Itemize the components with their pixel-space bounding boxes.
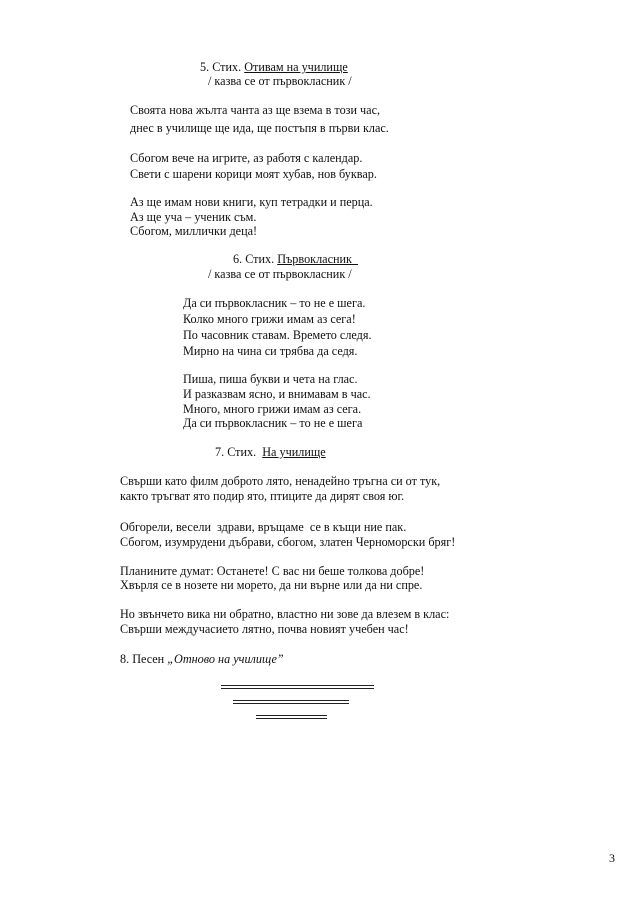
s5-line: Свети с шарени корици моят хубав, нов буквар. (130, 167, 377, 181)
s6-title: Първокласник (277, 252, 359, 266)
s8-heading (120, 652, 284, 666)
s6-subtitle: / казва се от първокласник / (208, 267, 352, 281)
s5-line: днес в училище ще ида, ще постъпя в първи клас. (130, 121, 389, 135)
s5-subtitle: / казва се от първокласник / (208, 74, 352, 88)
s6-line: По часовник ставам. Времето следя. (183, 328, 372, 342)
s7-heading (215, 445, 326, 459)
s6-line: Много, много грижи имам аз сега. (183, 402, 362, 416)
s6-line: Колко много грижи имам аз сега! (183, 312, 356, 326)
s7-line: Свърши междучасието лятно, почва новият учебен час! (120, 622, 409, 636)
s5-line: Сбогом, миллички деца! (130, 224, 258, 238)
page-number: 3 (609, 851, 615, 865)
s7-title: На училище (262, 445, 326, 459)
s7-line: Свърши като филм доброто лято, ненадейно тръгна си от тук, (120, 474, 441, 488)
s6-line: Мирно на чина си трябва да седя. (183, 344, 358, 358)
s5-heading (200, 60, 348, 74)
s6-line: Да си първокласник – то не е шега. (183, 296, 366, 310)
s5-prefix: 5. Стих. (200, 60, 245, 74)
s7-line: Планините думат: Останете! С вас ни беше толкова добре! (120, 564, 425, 578)
s6-heading (233, 252, 358, 266)
s8-title: „Отново на училище” (167, 652, 284, 666)
s5-line: Своята нова жълта чанта аз ще взема в този час, (130, 103, 381, 117)
s7-line: Сбогом, изумрудени дъбрави, сбогом, златен Черноморски бряг! (120, 535, 456, 549)
s6-line: И разказвам ясно, и внимавам в час. (183, 387, 371, 401)
s7-line: както тръгват ято подир ято, птиците да дирят своя юг. (120, 489, 405, 503)
s7-line: Хвърля се в нозете ни морето, да ни върне или да ни спре. (120, 578, 423, 592)
s5-line: Аз ще уча – ученик съм. (130, 210, 257, 224)
s5-line: Аз ще имам нови книги, куп тетрадки и перца. (130, 195, 373, 209)
s6-prefix: 6. Стих. (233, 252, 278, 266)
s7-line: Обгорели, весели здрави, връщаме се в къщи ние пак. (120, 520, 407, 534)
s7-prefix: 7. Стих. (215, 445, 263, 459)
s6-line: Пиша, пиша букви и чета на глас. (183, 372, 358, 386)
s7-line: Но звънчето вика ни обратно, властно ни зове да влезем в клас: (120, 607, 450, 621)
s6-line: Да си първокласник – то не е шега (183, 416, 363, 430)
s5-line: Сбогом вече на игрите, аз работя с календар. (130, 151, 363, 165)
s5-title: Отивам на училище (244, 60, 348, 74)
s8-prefix: 8. Песен (120, 652, 168, 666)
